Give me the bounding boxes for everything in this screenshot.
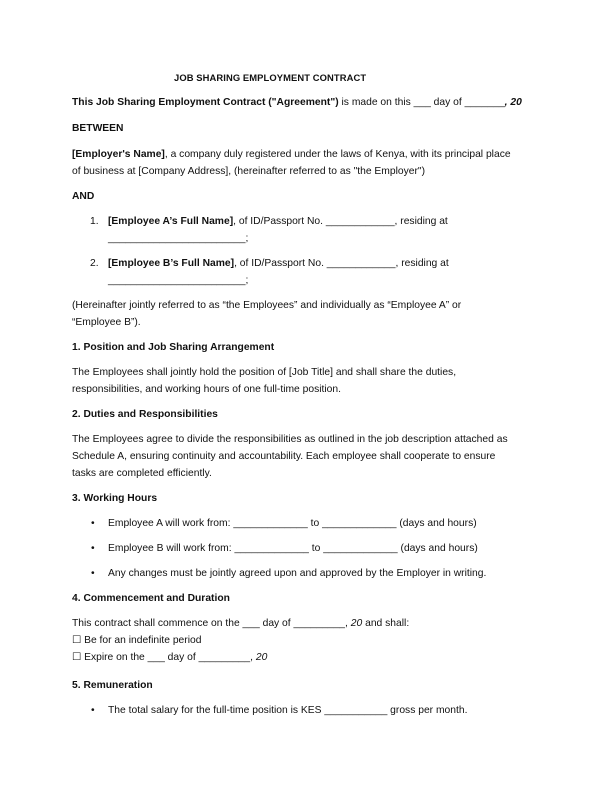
employee-b-name: [Employee B’s Full Name] [108,258,235,269]
remuneration-salary: The total salary for the full-time position is KES ___________ gross per month. [108,705,468,716]
section-3-heading: 3. Working Hours [72,493,158,504]
commencement-year: 20 [350,618,363,629]
intro-text: is made on this ___ day of _______ [338,97,505,108]
expiry-year: 20 [255,652,268,663]
employee-b-address-blank: ________________________; [108,275,249,286]
employee-a-number: 1. [90,216,99,227]
employee-a-details: , of ID/Passport No. ____________, residing at [233,216,448,227]
employer-line1-text: , a company duly registered under the laws of Kenya, with its principal place [164,149,511,160]
section-2-line-1: The Employees agree to divide the responsibilities as outlined in the job description attached as [72,434,508,445]
employee-a-address-blank: ________________________; [108,233,249,244]
employee-a-name: [Employee A’s Full Name] [108,216,234,227]
commencement-text: This contract shall commence on the ___ day of _________, [72,618,351,629]
section-1-line-1: The Employees shall jointly hold the position of [Job Title] and shall share the duties, [72,367,457,378]
employer-line-2: of business at [Company Address], (hereinafter referred to as "the Employer") [72,166,425,177]
section-4-heading: 4. Commencement and Duration [72,593,230,604]
employee-a-line [108,215,448,229]
employee-b-line [108,257,449,271]
intro-year: , 20 [504,97,522,108]
hereinafter-line-2: “Employee B”). [72,317,141,328]
expiry-option[interactable] [72,651,267,665]
document-title: JOB SHARING EMPLOYMENT CONTRACT [174,72,367,83]
working-hours-changes: Any changes must be jointly agreed upon and approved by the Employer in writing. [108,568,487,579]
section-1-line-2: responsibilities, and working hours of one full-time position. [72,384,342,395]
bullet-icon: • [91,705,95,716]
expiry-text: ☐ Expire on the ___ day of _________, [72,652,256,663]
working-hours-employee-b: Employee B will work from: _____________ to _____________ (days and hours) [108,543,478,554]
commencement-line [72,617,409,631]
bullet-icon: • [91,568,95,579]
commencement-text-end: and shall: [362,618,410,629]
employee-b-number: 2. [90,258,99,269]
indefinite-period-option[interactable]: ☐ Be for an indefinite period [72,635,202,646]
section-2-heading: 2. Duties and Responsibilities [72,409,218,420]
employer-line-1 [72,148,511,162]
bullet-icon: • [91,518,95,529]
intro-bold: This Job Sharing Employment Contract ("Agreement") [72,97,339,108]
section-2-line-3: tasks are completed efficiently. [72,468,212,479]
section-2-line-2: Schedule A, ensuring continuity and accountability. Each employee shall cooperate to ensure [72,451,496,462]
between-label: BETWEEN [72,123,124,134]
working-hours-employee-a: Employee A will work from: _____________ to _____________ (days and hours) [108,518,477,529]
bullet-icon: • [91,543,95,554]
hereinafter-line-1: (Hereinafter jointly referred to as “the Employees” and individually as “Employee A” or [72,300,462,311]
and-label: AND [72,191,95,202]
employee-b-details: , of ID/Passport No. ____________, residing at [234,258,449,269]
section-1-heading: 1. Position and Job Sharing Arrangement [72,342,275,353]
employer-name: [Employer's Name] [72,149,165,160]
section-5-heading: 5. Remuneration [72,680,153,691]
intro-paragraph [72,96,522,110]
